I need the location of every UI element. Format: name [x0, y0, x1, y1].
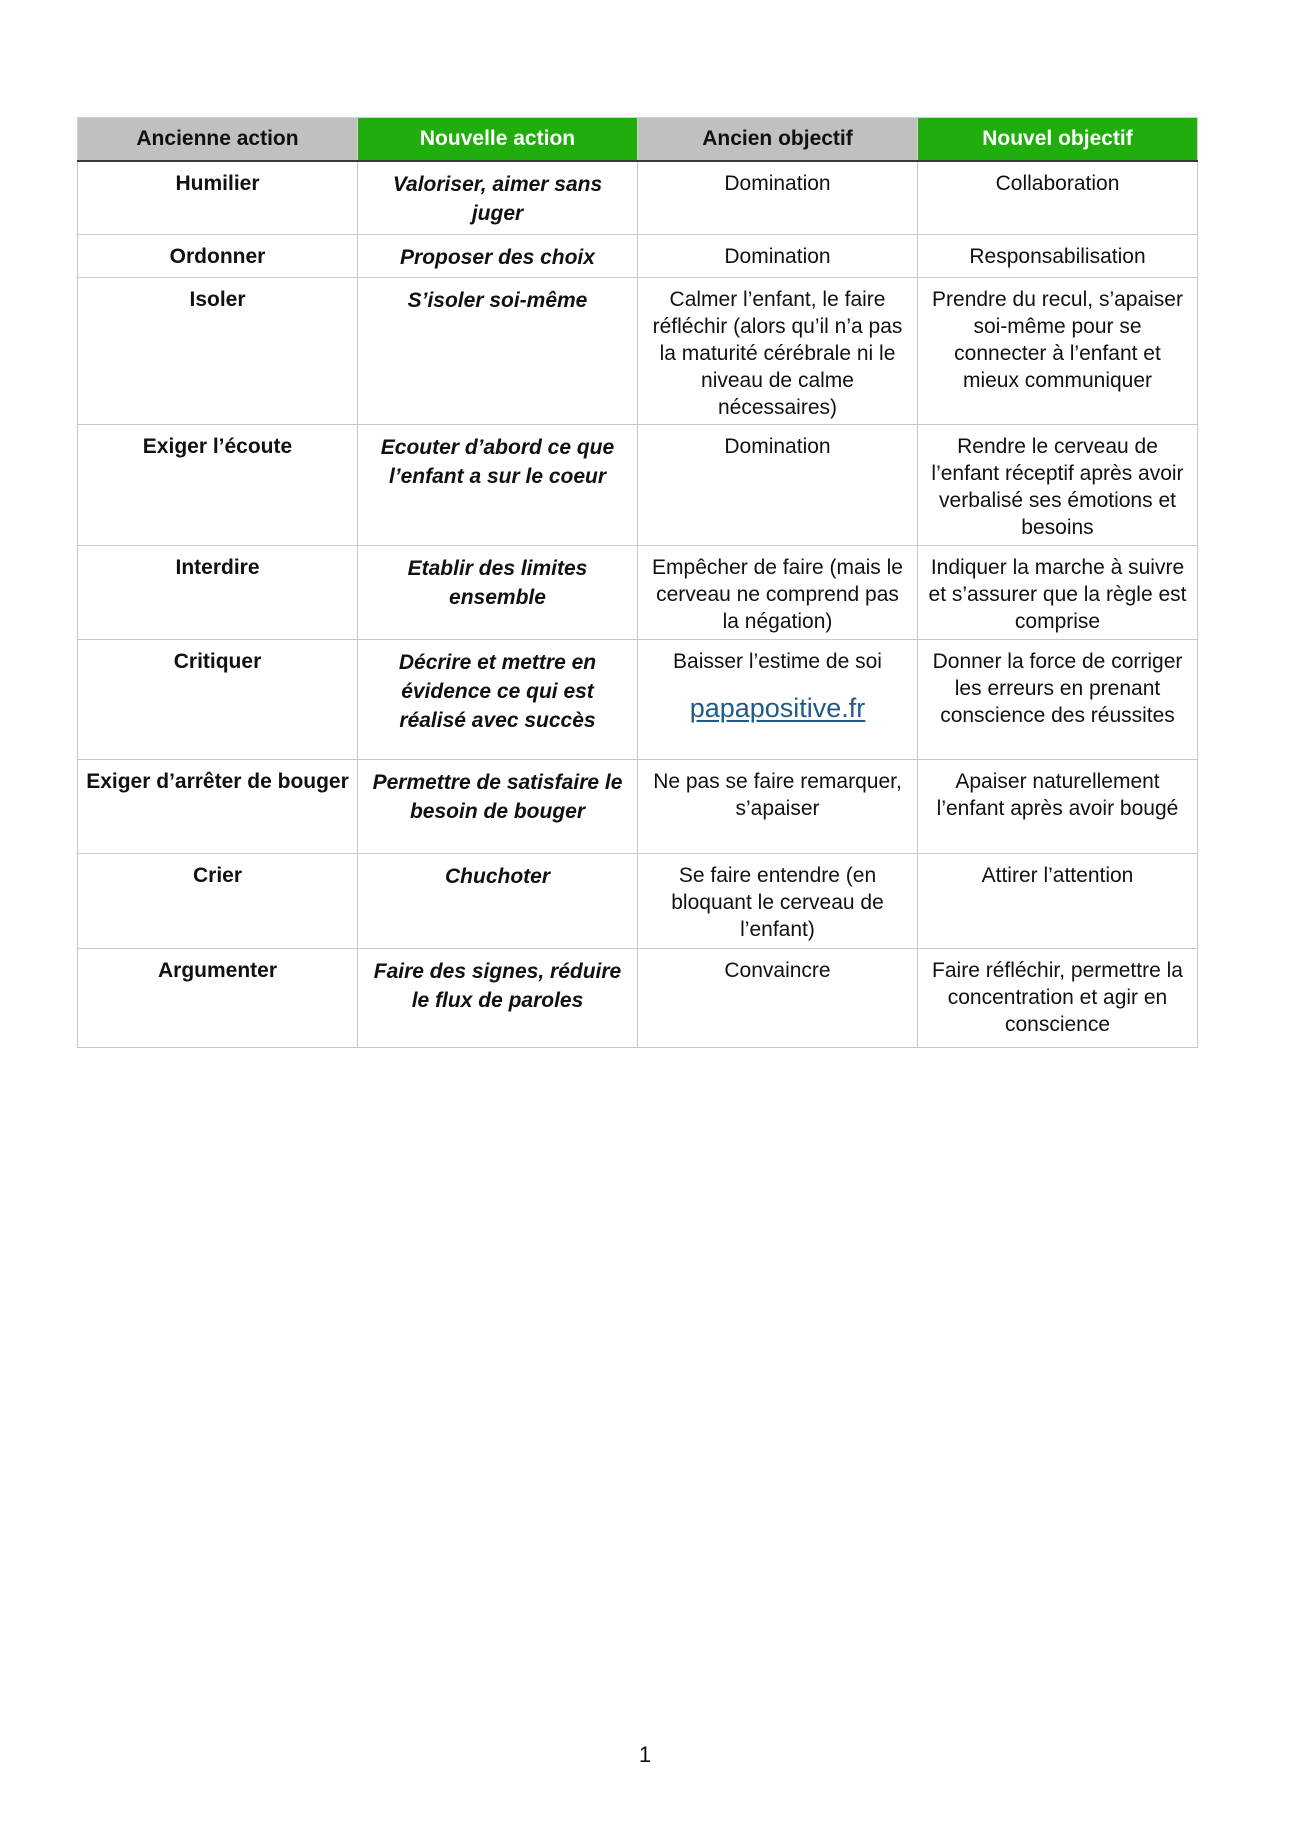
- cell-ancienne-action: Critiquer: [78, 639, 358, 759]
- page-number: 1: [638, 1742, 652, 1767]
- cell-nouvel-objectif: Indiquer la marche à suivre et s’assurer que la règle est comprise: [918, 545, 1198, 639]
- cell-nouvel-objectif: Responsabilisation: [918, 234, 1198, 277]
- table-row: [78, 853, 1198, 948]
- cell-nouvelle-action: S’isoler soi-même: [358, 277, 638, 424]
- cell-nouvelle-action: Ecouter d’abord ce que l’enfant a sur le coeur: [358, 424, 638, 545]
- cell-nouvel-objectif: Attirer l’attention: [918, 853, 1198, 948]
- cell-nouvel-objectif: Apaiser naturellement l’enfant après avoir bougé: [918, 759, 1198, 853]
- cell-ancien-objectif: [638, 639, 918, 759]
- cell-nouvel-objectif: Donner la force de corriger les erreurs en prenant conscience des réussites: [918, 639, 1198, 759]
- cell-nouvel-objectif: Rendre le cerveau de l’enfant réceptif après avoir verbalisé ses émotions et besoins: [918, 424, 1198, 545]
- cell-nouvel-objectif: Faire réfléchir, permettre la concentration et agir en conscience: [918, 948, 1198, 1047]
- header-ancien-objectif: Ancien objectif: [638, 118, 918, 162]
- cell-nouvelle-action: Proposer des choix: [358, 234, 638, 277]
- cell-ancien-objectif: Domination: [638, 161, 918, 234]
- cell-nouvelle-action: Valoriser, aimer sans juger: [358, 161, 638, 234]
- cell-ancienne-action: Exiger l’écoute: [78, 424, 358, 545]
- cell-ancien-objectif: Ne pas se faire remarquer, s’apaiser: [638, 759, 918, 853]
- cell-ancien-objectif: Domination: [638, 234, 918, 277]
- table-header-row: [78, 118, 1198, 162]
- cell-ancien-objectif: Domination: [638, 424, 918, 545]
- table-row: [78, 234, 1198, 277]
- cell-ancienne-action: Argumenter: [78, 948, 358, 1047]
- table-row: [78, 639, 1198, 759]
- table-row: [78, 424, 1198, 545]
- cell-nouvel-objectif: Collaboration: [918, 161, 1198, 234]
- comparison-table: [77, 117, 1198, 1048]
- table-row: [78, 948, 1198, 1047]
- cell-ancienne-action: Humilier: [78, 161, 358, 234]
- cell-ancien-objectif: Calmer l’enfant, le faire réfléchir (alors qu’il n’a pas la maturité cérébrale ni le niveau de calme nécessaires): [638, 277, 918, 424]
- cell-ancienne-action: Crier: [78, 853, 358, 948]
- table-row: [78, 277, 1198, 424]
- cell-nouvelle-action: Etablir des limites ensemble: [358, 545, 638, 639]
- papapositive-link[interactable]: papapositive.fr: [689, 692, 866, 723]
- cell-ancienne-action: Exiger d’arrêter de bouger: [78, 759, 358, 853]
- header-nouvelle-action: Nouvelle action: [358, 118, 638, 162]
- cell-ancien-objectif: Empêcher de faire (mais le cerveau ne comprend pas la négation): [638, 545, 918, 639]
- cell-ancien-objectif: Se faire entendre (en bloquant le cerveau de l’enfant): [638, 853, 918, 948]
- cell-ancien-objectif: Convaincre: [638, 948, 918, 1047]
- table-row: [78, 545, 1198, 639]
- header-nouvel-objectif: Nouvel objectif: [918, 118, 1198, 162]
- cell-ancienne-action: Interdire: [78, 545, 358, 639]
- cell-ancienne-action: Ordonner: [78, 234, 358, 277]
- ancien-objectif-text: Baisser l’estime de soi: [673, 649, 882, 673]
- header-ancienne-action: Ancienne action: [78, 118, 358, 162]
- cell-nouvelle-action: Faire des signes, réduire le flux de paroles: [358, 948, 638, 1047]
- cell-nouvelle-action: Chuchoter: [358, 853, 638, 948]
- table-row: [78, 161, 1198, 234]
- cell-nouvel-objectif: Prendre du recul, s’apaiser soi-même pour se connecter à l’enfant et mieux communiquer: [918, 277, 1198, 424]
- cell-nouvelle-action: Permettre de satisfaire le besoin de bouger: [358, 759, 638, 853]
- table-row: [78, 759, 1198, 853]
- cell-nouvelle-action: Décrire et mettre en évidence ce qui est réalisé avec succès: [358, 639, 638, 759]
- cell-ancienne-action: Isoler: [78, 277, 358, 424]
